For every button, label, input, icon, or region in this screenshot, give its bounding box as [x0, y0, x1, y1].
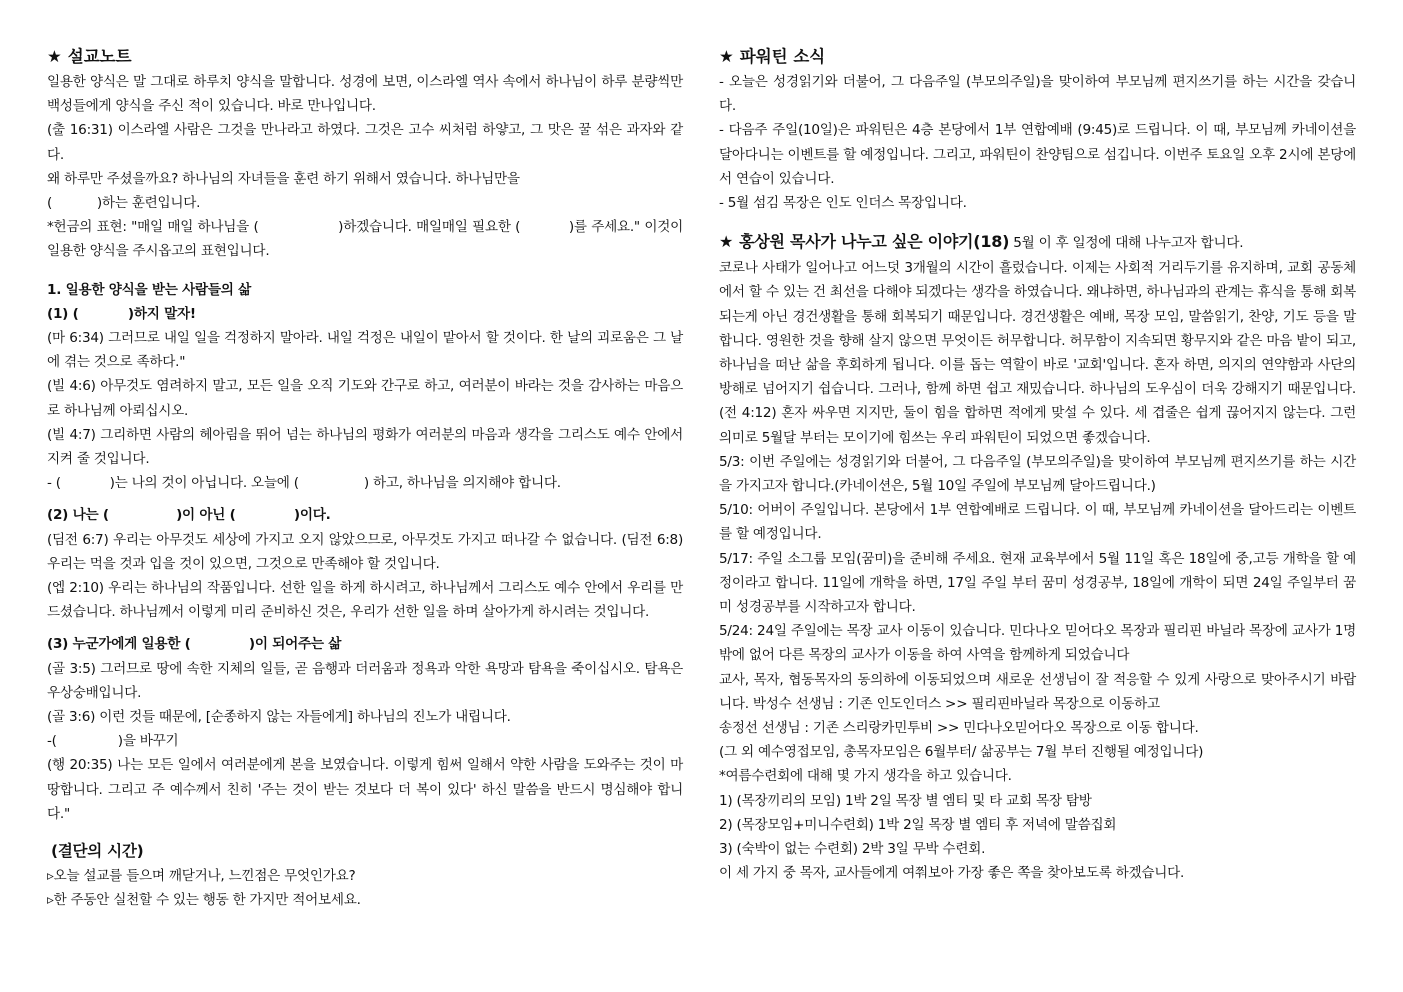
intro-paragraph: ( )하는 훈련입니다.	[47, 195, 201, 212]
section-1-title: 1. 일용한 양식을 받는 사람들의 삶	[47, 281, 251, 298]
section-3-note: -( )을 바꾸기	[47, 733, 179, 750]
section-3-verse: (행 20:35) 나는 모든 일에서 여러분에게 본을 보였습니다. 이렇게 힘써 일해서 약한 사람을 도와주는 것이 마땅합니다. 그리고 주 예수께서 친히 '주는 것이 받는 것보다 더 복이 있다' 하신 말씀을 반드시 명심해야 합니다."	[47, 757, 683, 822]
section-1-verse: (빌 4:7) 그리하면 사람의 헤아림을 뛰어 넘는 하나님의 평화가 여러분의 마음과 생각을 그리스도 예수 안에서 지켜 줄 것입니다.	[47, 426, 683, 468]
section-1-note: - ( )는 나의 것이 아닙니다. 오늘에 ( ) 하고, 하나님을 의지해야 합니다.	[47, 475, 561, 492]
star-icon: ★	[719, 47, 734, 66]
pastor-story-body: 코로나 사태가 일어나고 어느덧 3개월의 시간이 흘렀습니다. 이제는 사회적 거리두기를 유지하며, 교회 공동체에서 할 수 있는 건 최선을 다해야 되겠다는 생각을 하였습니다. 왜냐하면, 하나님과의 관계는 휴식을 통해 회복되는게 아닌 경건생활을 통해 회복되기 때문입니다. 경건생활은 예배, 목장 모임, 말씀읽기, 찬양, 기도 등을 말합니다. 영원한 것을 향해 살지 않으면 무엇이든 허무합니다. 허무함이 지속되면 황무지와 같은 마음 밭이 되고, 하나님을 떠난 삶을 후회하게 됩니다. 이를 돕는 역할이 바로 '교회'입니다. 혼자 하면, 의지의 연약함과 사단의 방해로 넘어지기 쉽습니다. 그러나, 함께 하면 쉽고 재밌습니다. 하나님의 도우심이 더욱 강해지기 때문입니다.(전 4:12) 혼자 싸우면 지지만, 둘이 힘을 합하면 적에게 맞설 수 있다. 세 겹줄은 쉽게 끊어지지 않는다. 그런 의미로 5월달 부터는 모이기에 힘쓰는 우리 파워틴이 되었으면 좋겠습니다.	[719, 260, 1356, 446]
intro-paragraph: 왜 하루만 주셨을까요? 하나님의 자녀들을 훈련 하기 위해서 였습니다. 하나님만을	[47, 170, 520, 187]
schedule-item: (그 외 예수영접모임, 총목자모임은 6월부터/ 삶공부는 7월 부터 진행될 예정입니다)	[719, 744, 1204, 761]
reflection-question: ▹오늘 설교를 들으며 깨닫거나, 느낀점은 무엇인가요?	[47, 868, 356, 885]
news-item: - 다음주 주일(10일)은 파워틴은 4층 본당에서 1부 연합예배 (9:45)로 드립니다. 이 때, 부모님께 카네이션을 달아다니는 이벤트를 할 예정입니다. 그리고, 파워틴이 찬양팀으로 섬깁니다. 이번주 토요일 오후 2시에 본당에서 연습이 있습니다.	[719, 122, 1356, 187]
sermon-notes-column	[47, 44, 688, 913]
section-2-verse: (딤전 6:7) 우리는 아무것도 세상에 가지고 오지 않았으므로, 아무것도 가지고 떠나갈 수 없습니다. (딤전 6:8) 우리는 먹을 것과 입을 것이 있으면, 그것으로 만족해야 할 것입니다.	[47, 531, 683, 572]
intro-paragraph: *헌금의 표현: "매일 매일 하나님을 ( )하겠습니다. 매일매일 필요한 ( )를 주세요." 이것이 일용한 양식을 주시옵고의 표현입니다.	[47, 219, 688, 260]
schedule-item: 5/24: 24일 주일에는 목장 교사 이동이 있습니다. 민다나오 믿어다오 목장과 필리핀 바닐라 목장에 교사가 1명밖에 없어 다른 목장의 교사가 이동을 하여 사역을 함께하게 되었습니다	[719, 623, 1356, 664]
schedule-item: 5/3: 이번 주일에는 성경읽기와 더불어, 그 다음주일 (부모의주일)을 맞이하여 부모님께 편지쓰기를 하는 시간을 가지고자 합니다.(카네이션은, 5월 10일 주일에 부모님께 달아드립니다.)	[719, 453, 1356, 495]
pastor-story-title: 홍상원 목사가 나누고 싶은 이야기(18)	[739, 232, 1010, 252]
sermon-notes-heading: ★ 설교노트	[47, 47, 132, 66]
schedule-item: 송정선 선생님 : 기존 스리랑카민투비 >> 민다나오믿어다오 목장으로 이동 합니다.	[719, 720, 1199, 737]
section-2-title: (2) 나는 ( )이 아닌 ( )이다.	[47, 507, 331, 524]
section-2-verse: (엡 2:10) 우리는 하나님의 작품입니다. 선한 일을 하게 하시려고, 하나님께서 그리스도 예수 안에서 우리를 만드셨습니다. 하나님께서 이렇게 미리 준비하신 것은, 우리가 선한 일을 하며 살아가게 하시려는 것입니다.	[47, 580, 683, 621]
pastor-story-subtitle: 5월 이 후 일정에 대해 나누고자 합니다.	[1013, 235, 1244, 252]
news-item: - 오늘은 성경읽기와 더불어, 그 다음주일 (부모의주일)을 맞이하여 부모님께 편지쓰기를 하는 시간을 갖습니다.	[719, 74, 1356, 115]
schedule-item: 5/10: 어버이 주일입니다. 본당에서 1부 연합예배로 드립니다. 이 때, 부모님께 카네이션을 달아드리는 이벤트를 할 예정입니다.	[719, 502, 1356, 543]
section-3-title: (3) 누군가에게 일용한 ( )이 되어주는 삶	[47, 636, 342, 653]
intro-paragraph: 일용한 양식은 말 그대로 하루치 양식을 말합니다. 성경에 보면, 이스라엘 역사 속에서 하나님이 하루 분량씩만 백성들에게 양식을 주신 적이 있습니다. 바로 만나입니다.	[47, 74, 683, 115]
section-3-verse: (골 3:5) 그러므로 땅에 속한 지체의 일들, 곧 음행과 더러움과 정욕과 악한 욕망과 탐욕을 죽이십시오. 탐욕은 우상숭배입니다.	[47, 660, 683, 701]
retreat-option: 1) (목장끼리의 모임) 1박 2일 목장 별 엠티 및 타 교회 목장 탐방	[719, 792, 1092, 809]
star-icon: ★	[47, 47, 62, 66]
section-1-verse: (빌 4:6) 아무것도 염려하지 말고, 모든 일을 오직 기도와 간구로 하고, 여러분이 바라는 것을 감사하는 마음으로 하나님께 아뢰십시오.	[47, 378, 683, 419]
decision-title: (결단의 시간)	[51, 842, 144, 861]
section-1-subtitle: (1) ( )하지 말자!	[47, 305, 196, 322]
schedule-item: 이 세 가지 중 목자, 교사들에게 여쭤보아 가장 좋은 쪽을 찾아보도록 하겠습니다.	[719, 865, 1185, 882]
reflection-question: ▹한 주동안 실천할 수 있는 행동 한 가지만 적어보세요.	[47, 892, 361, 909]
schedule-item: *여름수련회에 대해 몇 가지 생각을 하고 있습니다.	[719, 768, 1012, 785]
section-3-verse: (골 3:6) 이런 것들 때문에, [순종하지 않는 자들에게] 하나님의 진노가 내립니다.	[47, 709, 511, 726]
star-icon: ★	[719, 232, 734, 252]
schedule-item: 교사, 목자, 협동목자의 동의하에 이동되었으며 새로운 선생님이 잘 적응할 수 있게 사랑으로 맞아주시기 바랍니다. 박성수 선생님 : 기존 인도인더스 >> 필리핀바닐라 목장으로 이동하고	[719, 671, 1356, 712]
section-1-verse: (마 6:34) 그러므로 내일 일을 걱정하지 말아라. 내일 걱정은 내일이 맡아서 할 것이다. 한 날의 괴로움은 그 날에 겪는 것으로 족하다."	[47, 330, 683, 371]
powerteen-news-heading: ★ 파워틴 소식	[719, 47, 826, 66]
retreat-option: 3) (숙박이 없는 수련회) 2박 3일 무박 수련회.	[719, 841, 986, 858]
news-item: - 5월 섬김 목장은 인도 인더스 목장입니다.	[719, 195, 967, 212]
retreat-option: 2) (목장모임+미니수련회) 1박 2일 목장 별 엠티 후 저녁에 말씀집회	[719, 816, 1117, 833]
intro-paragraph: (출 16:31) 이스라엘 사람은 그것을 만나라고 하였다. 그것은 고수 씨처럼 하얗고, 그 맛은 꿀 섞은 과자와 같다.	[47, 122, 683, 163]
pastor-story-heading	[719, 229, 1356, 256]
news-column	[719, 44, 1356, 886]
schedule-item: 5/17: 주일 소그룹 모임(꿈미)을 준비해 주세요. 현재 교육부에서 5월 11일 혹은 18일에 중,고등 개학을 할 예정이라고 합니다. 11일에 개학을 하면, 17일 주일 부터 꿈미 성경공부, 18일에 개학이 되면 24일 주일부터 꿈미 성경공부를 시작하고자 합니다.	[719, 550, 1356, 616]
